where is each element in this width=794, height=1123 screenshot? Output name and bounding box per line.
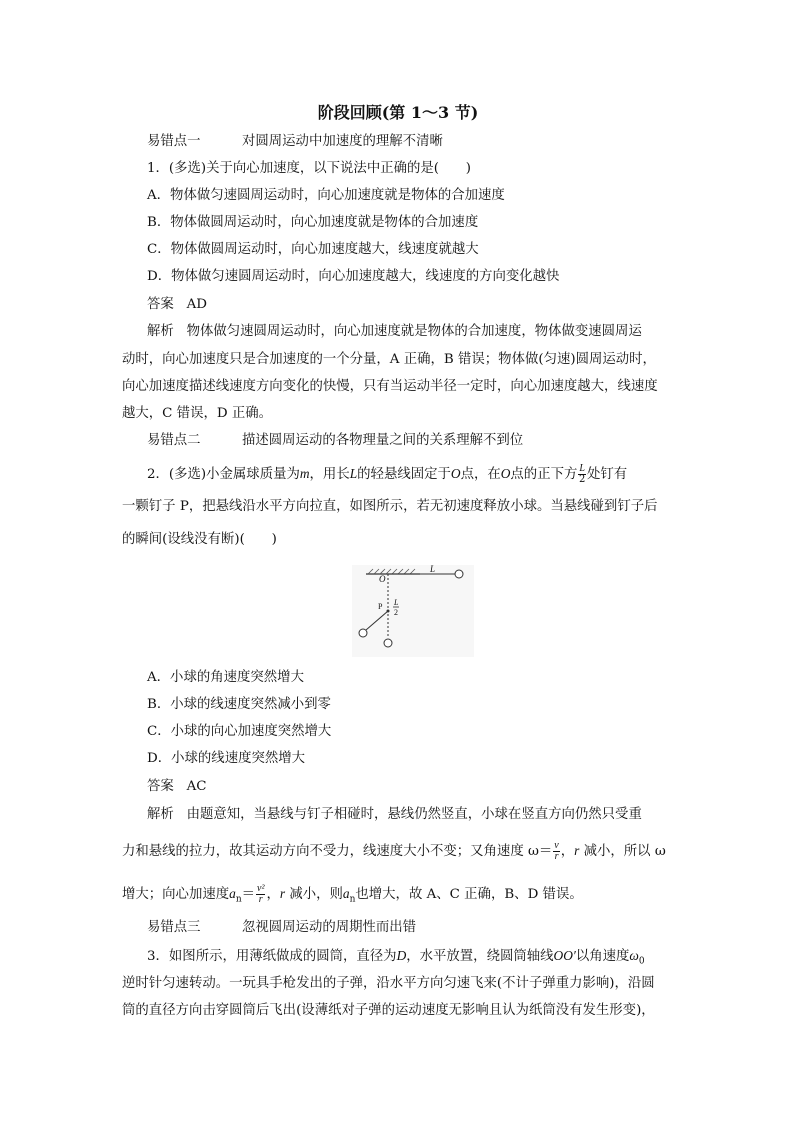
- label-o: O: [379, 574, 386, 584]
- error-point-tag: 易错点三: [147, 920, 201, 935]
- question-1-option-c: C．物体做圆周运动时，向心加速度越大，线速度就越大: [147, 242, 479, 257]
- question-1-stem: 1．(多选)关于向心加速度，以下说法中正确的是( ): [147, 161, 472, 176]
- fraction-v-over-r: $\frac{v}{r}$: [554, 840, 559, 862]
- question-1-explain-line-3: 向心加速度描述线速度方向变化的快慢，只有当运动半径一定时，向心加速度越大，线速度: [122, 379, 658, 394]
- question-3-stem-line-2: 逆时针匀速转动。一玩具手枪发出的子弹，沿水平方向匀速飞来(不计子弹重力影响)，沿圆: [122, 976, 655, 991]
- question-1-option-b: B．物体做圆周运动时，向心加速度就是物体的合加速度: [147, 215, 479, 230]
- question-3-stem-line-3: 筒的直径方向击穿圆筒后飞出(设薄纸对子弹的运动速度无影响且认为纸筒没有发生形变)，: [122, 1003, 655, 1018]
- question-2-option-d: D．小球的线速度突然增大: [147, 751, 306, 766]
- error-point-desc: 描述圆周运动的各物理量之间的关系理解不到位: [242, 433, 524, 448]
- question-2-option-b: B．小球的线速度突然减小到零: [147, 697, 331, 712]
- question-1-option-a: A．物体做匀速圆周运动时，向心加速度就是物体的合加速度: [147, 188, 505, 203]
- error-point-desc: 对圆周运动中加速度的理解不清晰: [242, 134, 443, 149]
- ball-swing: [359, 629, 367, 637]
- page-title: 阶段回顾(第 1～3 节): [317, 103, 479, 122]
- label-half-den: 2: [394, 608, 398, 617]
- ball-initial: [455, 570, 463, 578]
- error-point-3-heading: [147, 918, 416, 938]
- error-point-tag: 易错点一: [147, 134, 201, 149]
- question-2-explain-line-3: 增大；向心加速度$a_n=$ $\frac{\text{v²}}{r}$ ，r 减小，则$a_n$也增大，故 A、C 正确，B、D 错误。: [122, 883, 583, 905]
- answer-value: AD: [186, 297, 207, 312]
- question-1-explain-line-2: 动时，向心加速度只是合加速度的一个分量，A 正确，B 错误；物体做(匀速)圆周运动时，: [122, 352, 656, 367]
- question-3-stem-line-1: 3．如图所示，用薄纸做成的圆筒，直径为D，水平放置，绕圆筒轴线OO′以角速度$\omega_0$: [147, 948, 645, 967]
- error-point-desc: 忽视圆周运动的周期性而出错: [242, 920, 417, 935]
- error-point-1-heading: [147, 132, 443, 152]
- question-1-explain-line-4: 越大，C 错误，D 正确。: [122, 406, 273, 421]
- question-1-option-d: D．物体做匀速圆周运动时，向心加速度越大，线速度的方向变化越快: [147, 269, 560, 284]
- label-p: P: [378, 602, 383, 611]
- question-2-answer: 答案 AC: [147, 779, 207, 794]
- question-2-option-c: C．小球的向心加速度突然增大: [147, 724, 332, 739]
- question-1-explain-line-1: 解析 物体做匀速圆周运动时，向心加速度就是物体的合加速度，物体做变速圆周运: [147, 324, 642, 339]
- error-point-tag: 易错点二: [147, 433, 201, 448]
- question-2-stem-line-2: 一颗钉子 P，把悬线沿水平方向拉直，如图所示，若无初速度释放小球。当悬线碰到钉子后: [122, 499, 658, 514]
- fraction-l-over-2: $\frac{L}{2}$: [578, 463, 586, 485]
- question-2-explain-line-1: 解析 由题意知，当悬线与钉子相碰时，悬线仍然竖直，小球在竖直方向仍然只受重: [147, 807, 642, 822]
- error-point-2-heading: [147, 431, 523, 451]
- question-2-stem-line-1: 2．(多选)小金属球质量为m，用长L的轻悬线固定于O点，在O点的正下方 $\frac{L}{2}$ 处钉有: [147, 463, 628, 485]
- question-1-answer: 答案 AD: [147, 297, 207, 312]
- fraction-v2-over-r: $\frac{\text{v²}}{r}$: [257, 883, 265, 905]
- label-half-num: L: [394, 598, 399, 607]
- pendulum-diagram: [352, 565, 474, 657]
- question-2-explain-line-2: 力和悬线的拉力，故其运动方向不受力，线速度大小不变；又角速度 ω＝ $\frac{v}{r}$ ，r 减小，所以 ω: [122, 840, 666, 862]
- ball-bottom: [384, 639, 392, 647]
- question-2-option-a: A．小球的角速度突然增大: [147, 670, 304, 685]
- label-l: L: [430, 565, 436, 574]
- question-2-stem-line-3: 的瞬间(设线没有断)( ): [122, 532, 277, 547]
- answer-value: AC: [186, 779, 207, 794]
